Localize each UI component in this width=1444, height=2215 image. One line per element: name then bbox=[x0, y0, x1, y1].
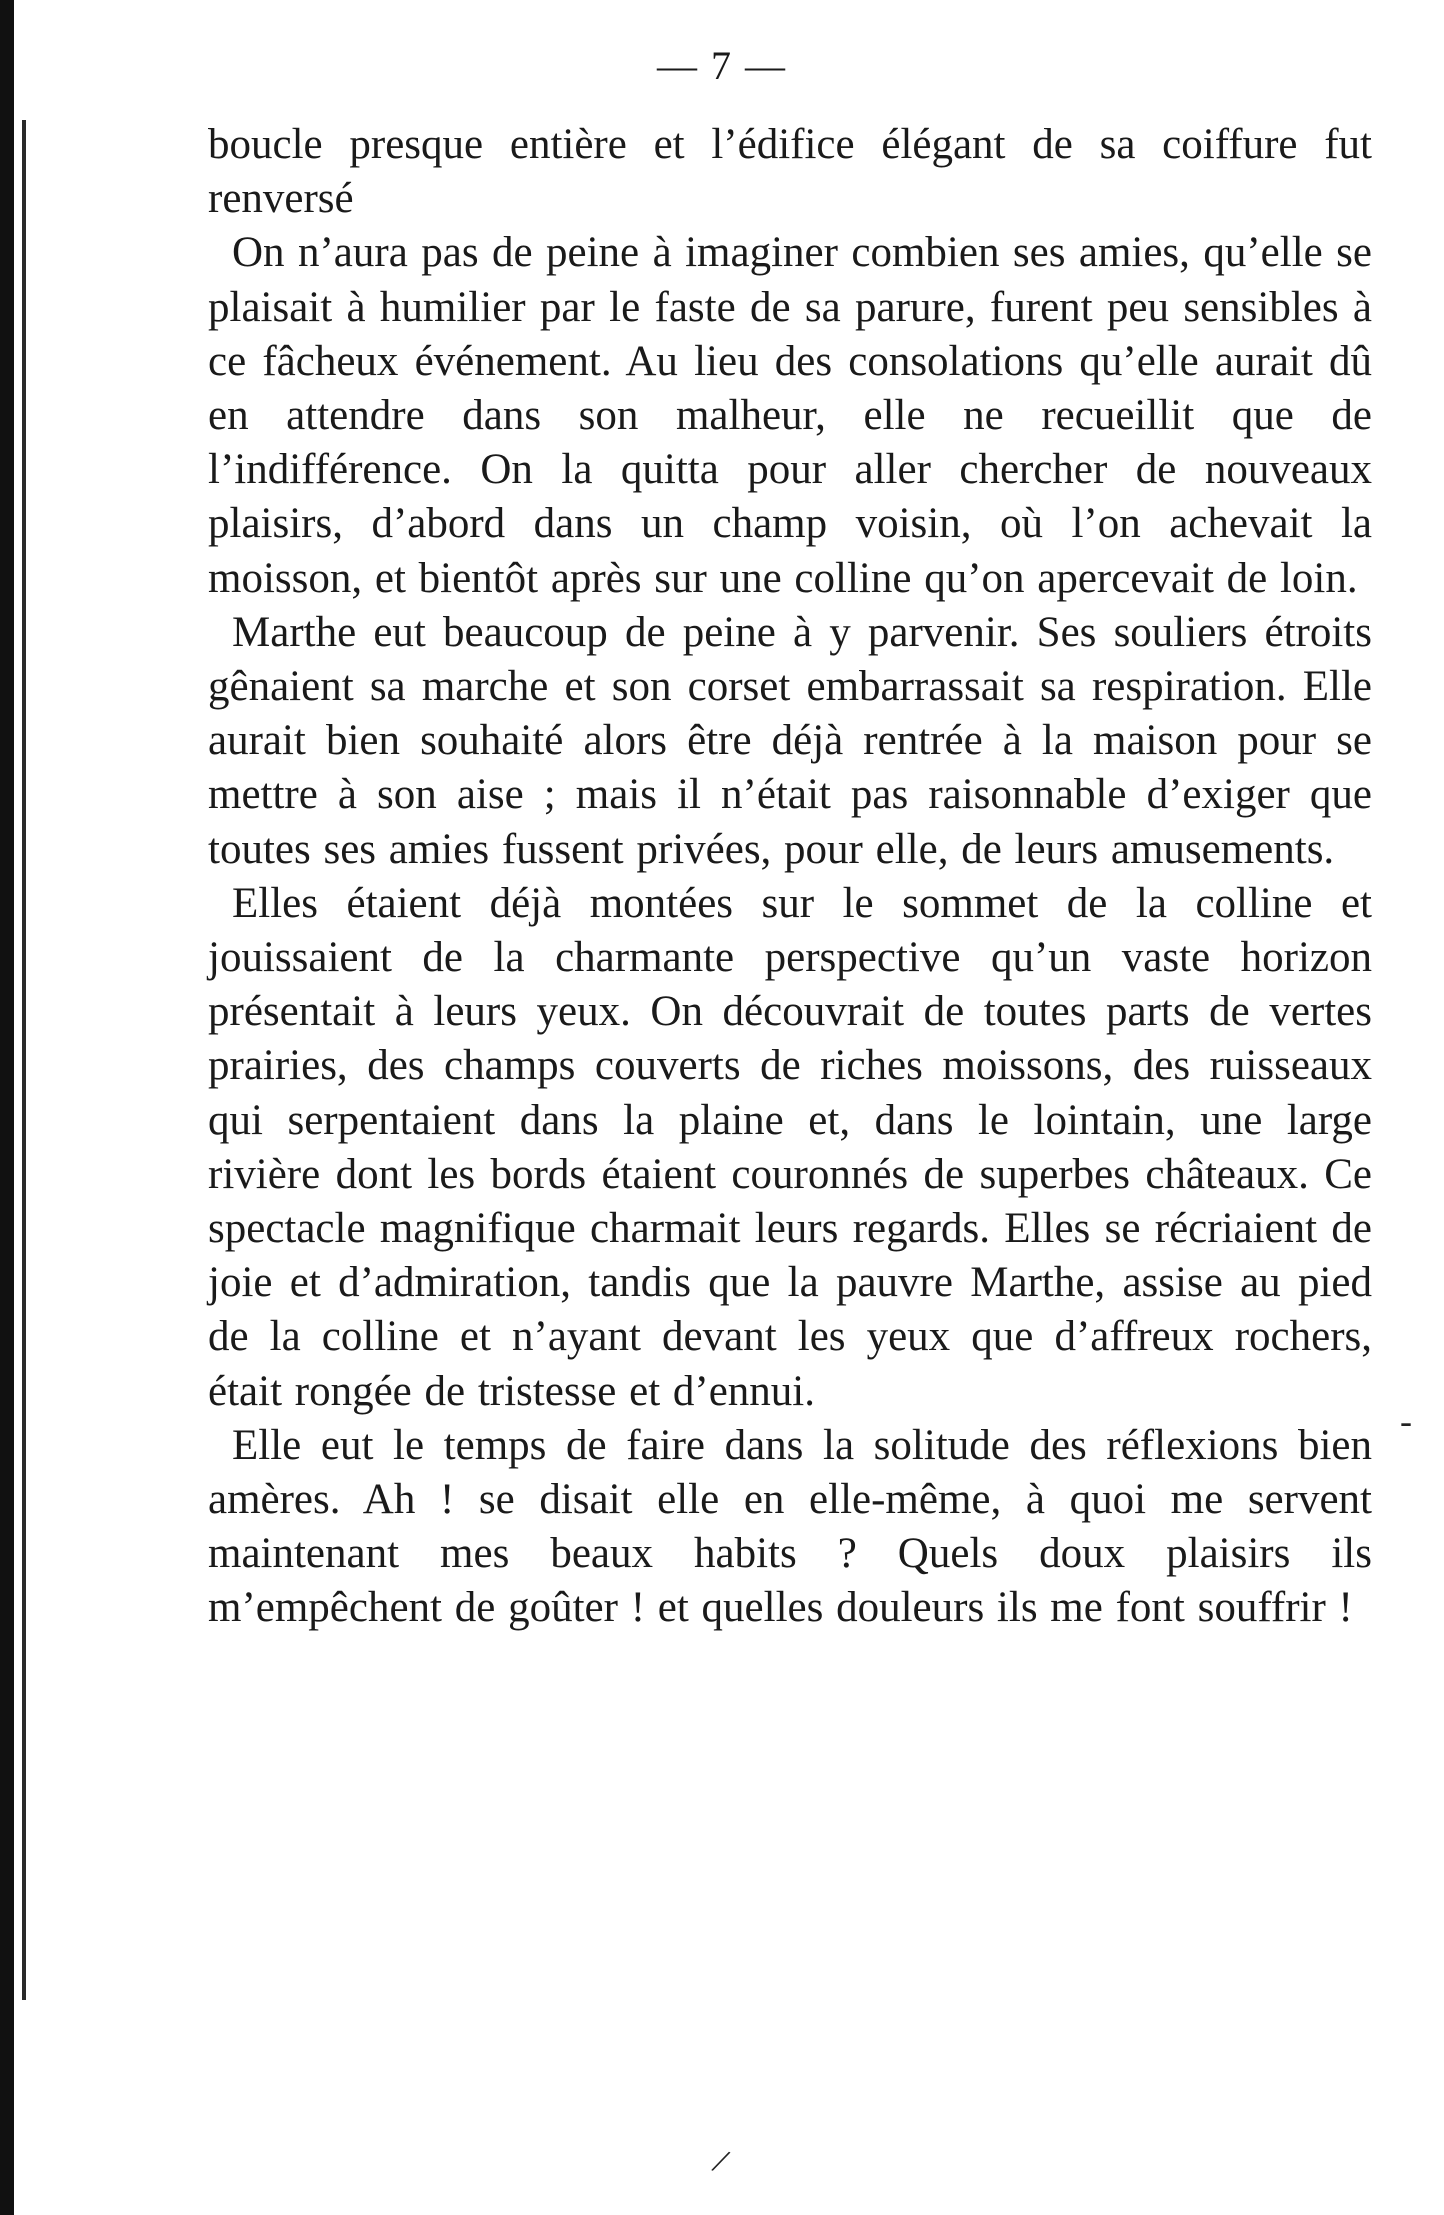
paragraph: On n’aura pas de peine à imaginer combien ses amies, qu’elle se plaisait à humilier par le faste de sa parure, furent peu sensibles à ce fâcheux événement. Au lieu des consolations qu’elle aurait dû en attendre dans son malheur, elle ne recueillit que de l’indifférence. On la quitta pour aller chercher de nouveaux plaisirs, d’abord dans un champ voisin, où l’on achevait la moisson, et bientôt après sur une colline qu’on apercevait de loin. bbox=[208, 229, 1372, 602]
page-binding-edge bbox=[0, 0, 14, 2215]
paragraph: Elles étaient déjà montées sur le sommet de la colline et jouissaient de la charmante perspective qu’un vaste horizon présentait à leurs yeux. On découvrait de toutes parts de vertes prairies, des champs couverts de riches moissons, des ruisseaux qui serpentaient dans la plaine et, dans le lointain, une large rivière dont les bords étaient couronnés de superbes châteaux. Ce spectacle magnifique charmait leurs regards. Elles se récriaient de joie et d’admiration, tandis que la pauvre Marthe, assise au pied de la colline et n’ayant devant les yeux que d’affreux rochers, était rongée de tristesse et d’ennui. bbox=[208, 879, 1372, 1415]
print-speck-mark: - bbox=[1400, 1401, 1412, 1441]
paragraph: Elle eut le temps de faire dans la solitude des réflexions bien amères. Ah ! se disait elle en elle-même, à quoi me servent maintenant mes beaux habits ? Quels doux plaisirs ils m’empêchent de goûter ! et quelles douleurs ils me font souffrir ! bbox=[208, 1421, 1372, 1632]
page-number: — 7 — bbox=[657, 43, 787, 88]
print-speck-mark: / bbox=[708, 2140, 734, 2182]
paragraph: Marthe eut beaucoup de peine à y parvenir. Ses souliers étroits gênaient sa marche et son corset embarrassait sa respiration. Elle aurait bien souhaité alors être déjà rentrée à la maison pour se mettre à son aise ; mais il n’était pas raisonnable d’exiger que toutes ses amies fussent privées, pour elle, de leurs amusements. bbox=[208, 608, 1372, 873]
page-binding-shadow bbox=[22, 120, 26, 2000]
paragraph-continuation: boucle presque entière et l’édifice élégant de sa coiffure fut renversé bbox=[208, 121, 1372, 223]
body-text bbox=[208, 118, 1372, 1636]
